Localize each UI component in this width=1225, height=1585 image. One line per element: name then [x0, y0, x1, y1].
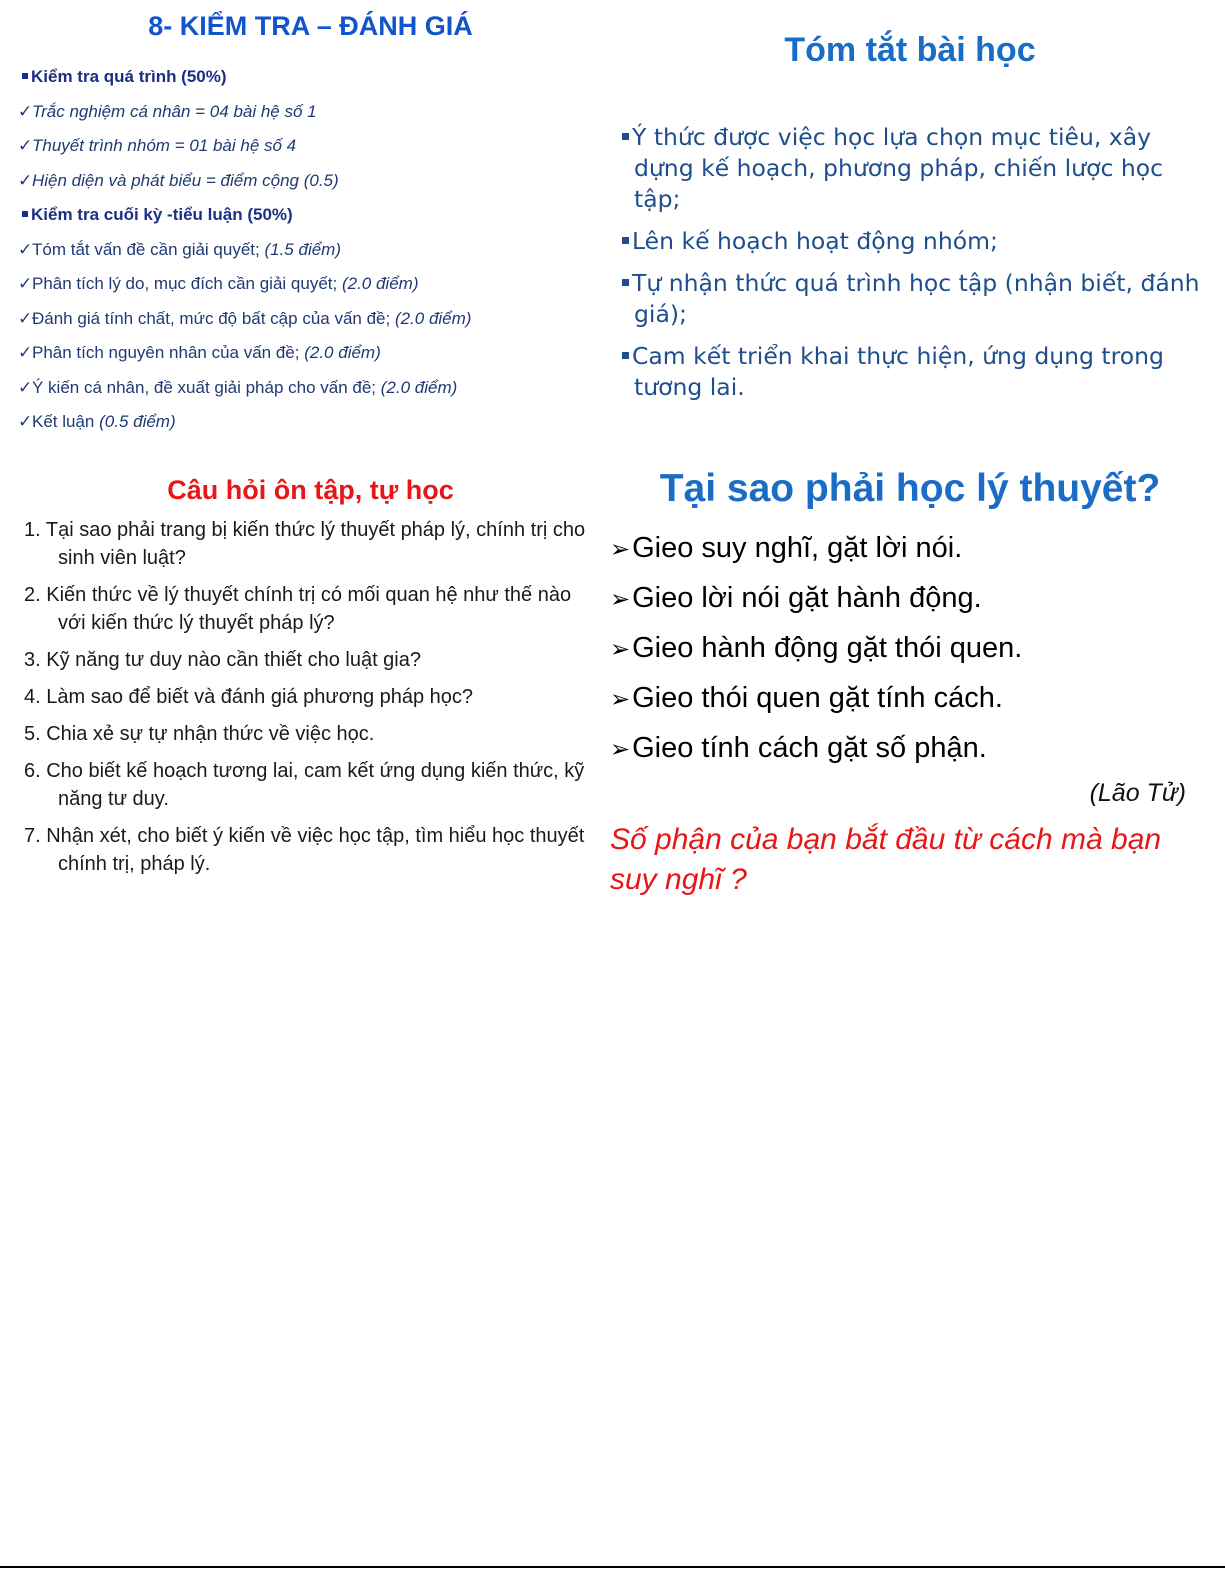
- list-item: ✓Trắc nghiệm cá nhân = 04 bài hệ số 1: [18, 95, 603, 130]
- slide-why-theory: [610, 462, 1210, 912]
- summary-list: [610, 122, 1210, 403]
- list-item: ✓Phân tích nguyên nhân của vấn đề; (2.0 điểm): [18, 336, 603, 371]
- list-item: ✓Kết luận (0.5 điểm): [18, 405, 603, 440]
- slide-title: Tóm tắt bài học: [784, 31, 1036, 69]
- square-bullet-icon: [22, 211, 28, 217]
- square-bullet-icon: [622, 237, 629, 244]
- slide-evaluation: [18, 8, 603, 448]
- check-icon: ✓: [18, 377, 33, 397]
- page-divider: [0, 1566, 1225, 1568]
- section-heading: Kiểm tra quá trình (50%): [18, 60, 603, 95]
- arrow-bullet-icon: ➢: [610, 635, 631, 663]
- list-item: Lên kế hoạch hoạt động nhóm;: [610, 226, 1210, 257]
- list-item: ✓Phân tích lý do, mục đích cần giải quyết; (2.0 điểm): [18, 267, 603, 302]
- question-item: 3. Kỹ năng tư duy nào cần thiết cho luật gia?: [24, 649, 421, 671]
- slide-review-questions: [18, 468, 603, 898]
- list-item: ✓Ý kiến cá nhân, đề xuất giải pháp cho vấn đề; (2.0 điểm): [18, 371, 603, 406]
- list-item: ✓Tóm tắt vấn đề cần giải quyết; (1.5 điểm): [18, 233, 603, 268]
- check-icon: ✓: [18, 170, 33, 190]
- slide-summary: [610, 28, 1210, 408]
- highlight-quote: Số phận của bạn bắt đầu từ cách mà bạn suy nghĩ ?: [610, 823, 1162, 896]
- square-bullet-icon: [622, 279, 629, 286]
- list-item: ✓Đánh giá tính chất, mức độ bất cập của vấn đề; (2.0 điểm): [18, 302, 603, 337]
- proverb-list: [610, 524, 1210, 774]
- arrow-bullet-icon: ➢: [610, 735, 631, 763]
- slide-title: Tại sao phải học lý thuyết?: [659, 467, 1161, 510]
- square-bullet-icon: [622, 133, 629, 140]
- check-icon: ✓: [18, 239, 33, 259]
- square-bullet-icon: [22, 73, 28, 79]
- list-item: ➢Gieo thói quen gặt tính cách.: [610, 674, 1210, 724]
- arrow-bullet-icon: ➢: [610, 685, 631, 713]
- question-item: 2. Kiến thức về lý thuyết chính trị có mối quan hệ như thế nào với kiến thức lý thuyết pháp lý?: [24, 584, 572, 634]
- list-item: Cam kết triển khai thực hiện, ứng dụng trong tương lai.: [610, 341, 1210, 403]
- check-icon: ✓: [18, 274, 33, 293]
- list-item: Tự nhận thức quá trình học tập (nhận biết, đánh giá);: [610, 268, 1210, 330]
- slide-title: Câu hỏi ôn tập, tự học: [167, 475, 454, 505]
- list-item: ✓Hiện diện và phát biểu = điểm cộng (0.5): [18, 164, 603, 199]
- list-item: ➢Gieo lời nói gặt hành động.: [610, 574, 1210, 624]
- list-item: ➢Gieo suy nghĩ, gặt lời nói.: [610, 524, 1210, 574]
- list-item: ➢Gieo hành động gặt thói quen.: [610, 624, 1210, 674]
- check-icon: ✓: [18, 343, 33, 362]
- question-item: 4. Làm sao để biết và đánh giá phương pháp học?: [24, 686, 474, 708]
- section-heading: Kiểm tra cuối kỳ -tiểu luận (50%): [18, 198, 603, 233]
- question-item: 5. Chia xẻ sự tự nhận thức về việc học.: [24, 723, 375, 745]
- arrow-bullet-icon: ➢: [610, 535, 631, 563]
- check-icon: ✓: [18, 101, 33, 121]
- list-item: Ý thức được việc học lựa chọn mục tiêu, xây dựng kế hoạch, phương pháp, chiến lược học tập;: [610, 122, 1210, 215]
- list-item: ✓Thuyết trình nhóm = 01 bài hệ số 4: [18, 129, 603, 164]
- question-item: 1. Tại sao phải trang bị kiến thức lý thuyết pháp lý, chính trị cho sinh viên luật?: [24, 519, 586, 569]
- question-list: [18, 516, 603, 878]
- arrow-bullet-icon: ➢: [610, 585, 631, 613]
- check-icon: ✓: [18, 136, 33, 155]
- slide-title: 8- KIỂM TRA – ĐÁNH GIÁ: [148, 11, 473, 41]
- question-item: 6. Cho biết kế hoạch tương lai, cam kết ứng dụng kiến thức, kỹ năng tư duy.: [24, 760, 585, 810]
- check-icon: ✓: [18, 308, 33, 328]
- check-icon: ✓: [18, 412, 33, 431]
- square-bullet-icon: [622, 352, 629, 359]
- question-item: 7. Nhận xét, cho biết ý kiến về việc học tập, tìm hiểu học thuyết chính trị, pháp lý.: [24, 825, 585, 875]
- quote-author: (Lão Tử): [1089, 779, 1186, 807]
- list-item: ➢Gieo tính cách gặt số phận.: [610, 724, 1210, 774]
